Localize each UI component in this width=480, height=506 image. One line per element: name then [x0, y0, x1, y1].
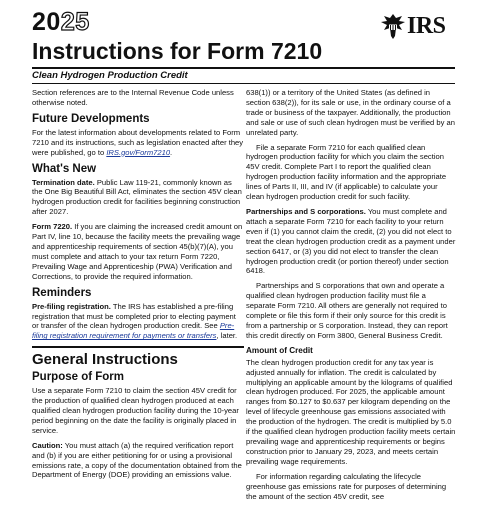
partnerships-lead: Partnerships and S corporations.	[246, 206, 366, 216]
irs-logo	[380, 12, 446, 40]
eagle-icon	[380, 12, 406, 40]
pre-filing-link[interactable]: Pre-filing registration requirement for payments or transfers	[32, 321, 235, 341]
logo-text: IRS	[407, 13, 446, 39]
header-divider	[32, 67, 455, 69]
year-outline: 25	[60, 8, 90, 36]
amount-of-credit-paragraph: The clean hydrogen production credit for any tax year is adjusted annually for inflation. The credit is calculated by multiplying an applicable amount by the kilograms of qualified clean hydrogen produced. For 2025, the applicable amount ranges from $0.127 to $0.637 per kilogram depending on the level of lifecycle greenhouse gas emissions associated with the production of the hydrogen. The credit is multiplied by 5.0 if the qualified clean hydrogen production facility meets certain prevailing wage and apprenticeship requirements or begins construction prior to January 29, 2023, and meets certain prevailing wage requirements.	[246, 357, 456, 466]
future-text-after: .	[170, 147, 173, 157]
pre-filing-lead: Pre-filing registration.	[32, 301, 111, 311]
pre-filing-paragraph	[32, 302, 244, 342]
year-label	[32, 10, 90, 35]
future-developments-heading: Future Developments	[32, 112, 150, 125]
subtitle-divider	[32, 83, 455, 84]
continued-paragraph: 638(1)) or a territory of the United States (as defined in section 638(2)), for its sale or use, in the ordinary course of a trade or business of the taxpayer. Additionally, the production and sale or use of such clean hydrogen must be verified by an unrelated party.	[246, 88, 455, 137]
partnerships-paragraph	[246, 207, 456, 276]
caution-lead: Caution:	[32, 440, 63, 450]
termination-date-lead: Termination date.	[32, 177, 95, 187]
form-7220-paragraph	[32, 222, 244, 281]
future-developments-text	[32, 128, 244, 158]
lifecycle-paragraph: For information regarding calculating the lifecycle greenhouse gas emissions rate for purposes of determining the amount of the section 45V credit, see	[246, 471, 447, 501]
page-subtitle: Clean Hydrogen Production Credit	[32, 70, 188, 81]
whats-new-heading: What's New	[32, 162, 97, 175]
form-7220-lead: Form 7220.	[32, 222, 73, 232]
pre-filing-text-after: , later.	[216, 331, 238, 341]
left-column	[32, 88, 244, 485]
general-instructions-heading: General Instructions	[32, 351, 178, 369]
partnerships-followup-paragraph: Partnerships and S corporations that own and operate a qualified clean hydrogen production facility must file a separate Form 7210. All others are generally not required to complete or file this form if their only source for this credit is from a partnership or S corporation. Instead, they can report this credit directly on Form 3800, General Business Credit.	[246, 281, 448, 340]
irs-form-link[interactable]: IRS.gov/Form7210	[106, 147, 171, 157]
caution-text: You must attach (a) the required verification report and (b) if you are either petitioning for or using a provisional emissions rate, a copy of the documentation obtained from the Department of Energy (DOE) providing an emissions value.	[32, 440, 242, 480]
year-plain: 20	[32, 8, 61, 36]
section-divider	[32, 346, 244, 348]
page-title: Instructions for Form 7210	[32, 38, 323, 64]
partnerships-text: You must complete and attach a separate Form 7210 for each facility to your return even if (1) you cannot claim the credit, (2) you did not elect to treat the clean hydrogen production credit as a payment under section 6417, or (3) you did not elect to transfer the clean hydrogen production credit (or portion thereof) under section 6418.	[246, 206, 456, 276]
amount-of-credit-heading: Amount of Credit	[246, 345, 313, 355]
future-text-before: For the latest information about developments related to Form 7210 and its instructions, such as legislation enacted after they were published, go to	[32, 127, 244, 157]
section-references-text: Section references are to the Internal Revenue Code unless otherwise noted.	[32, 88, 234, 107]
right-column	[246, 88, 456, 506]
reminders-heading: Reminders	[32, 286, 92, 299]
purpose-paragraph: Use a separate Form 7210 to claim the section 45V credit for the production of qualified clean hydrogen produced at each qualified clean hydrogen production facility during the 10-year period beginning on the date the facility is originally placed in service.	[32, 386, 239, 435]
separate-form-paragraph: File a separate Form 7210 for each qualified clean hydrogen production facility for which you claim the section 45V credit. Complete Part I to report the qualified clean hydrogen production facility information and the appropriate lines of Parts II, III, and IV (if applicable) to calculate your clean hydrogen production credit for such facility.	[246, 142, 447, 202]
termination-date-paragraph	[32, 178, 244, 218]
termination-date-text: Public Law 119-21, commonly known as the One Big Beautiful Bill Act, eliminates the section 45V clean hydrogen production credit for facilities beginning construction after 2027.	[32, 177, 242, 217]
form-7220-text: If you are claiming the increased credit amount on Part IV, line 10, because the facility meets the prevailing wage and apprenticeship requirements of section 45(b)(7)(A), you must complete and attach to your tax return Form 7220, Prevailing Wage and Apprenticeship (PWA) Verification and Corrections, to provide the required information.	[32, 222, 243, 281]
purpose-of-form-heading: Purpose of Form	[32, 371, 125, 384]
pre-filing-text-before: The IRS has established a pre-filing registration that must be completed prior to electing payment or transfer of the clean hydrogen production credit. See	[32, 301, 236, 331]
caution-paragraph	[32, 441, 244, 481]
